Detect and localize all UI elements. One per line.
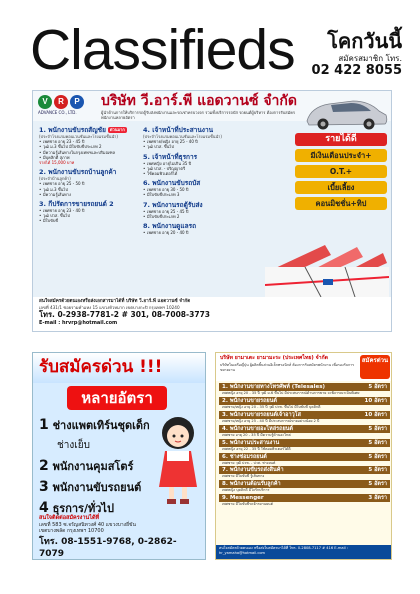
job-detail: เพศหญิง อายุ 20 - 35 ปี วุฒิ ม.6 ขึ้นไป มีประสบการณ์ด้านการขาย จะพิจารณาเป็นพิเศษ — [222, 391, 360, 395]
position-label: ช่างเย็บ — [57, 440, 90, 451]
position-item — [39, 436, 149, 456]
logo-letter-p: P — [70, 95, 84, 109]
position-item — [39, 456, 149, 477]
job-title: 6. พนักงานขับรถบัส — [143, 179, 201, 188]
job-8 — [143, 222, 253, 235]
position-label: ช่างแพตเทิร์นชุดเด็ก — [52, 419, 150, 432]
income-item: มีเงินเดือนประจำ+ — [295, 149, 387, 162]
job-requirement: • ใช้คอมพิวเตอร์ได้ — [143, 171, 253, 176]
job-1 — [39, 126, 139, 165]
job-detail: เพศชาย อายุ 20 - 35 ปี มีความรู้ด้านอะไหล่ — [222, 432, 291, 437]
apply-address: เขตบางพลัด กรุงเทพฯ 10700 — [39, 528, 104, 534]
job-requirement: • มีความรู้เส้นทาง — [39, 192, 139, 197]
logo-letter-v: V — [38, 95, 52, 109]
job-title: 3. กีปรัตการขายรถยนต์ 2 — [39, 200, 114, 209]
job-title: 4. พนักงานขายอะไหล่รถยนต์ — [222, 425, 294, 432]
vrp-job-ad — [32, 90, 392, 332]
job-count: 5 อัตรา — [368, 453, 387, 460]
job-count: 10 อัตรา — [364, 411, 387, 418]
page-header — [0, 0, 420, 90]
job-title: 5. พนักงานประสานงาน — [222, 439, 280, 446]
job-title: 4. เจ้าหน้าที่ประสานงาน — [143, 126, 214, 134]
urgent-hiring-title: รับสมัครด่วน !!! — [39, 357, 163, 377]
ad-right-contact: สนใจสมัครด้วยตนเอง หรือส่งใบสมัครมาได้ที่ โทร. 0-2808-7117 # 416 E-mail : hr_yamaha@hotmail.com — [216, 545, 392, 559]
contact-phone: โทร. 0-2938-7781-2 # 301, 08-7008-3773 — [39, 310, 211, 319]
job-count: 10 อัตรา — [364, 397, 387, 404]
income-item: คอนมิชชั่น+ทิป — [295, 197, 387, 210]
logo-letter-r: R — [54, 95, 68, 109]
job-subtitle: (ประจำบ้านลูกค้า) — [39, 176, 71, 182]
position-item — [39, 415, 149, 436]
location-map — [265, 267, 389, 297]
job-title: 6. ช่างซ่อมรถยนต์ — [222, 453, 267, 460]
job-item — [219, 383, 390, 395]
ad-top-header — [33, 91, 392, 121]
job-detail: เพศชาย/หญิง อายุ 25 - 40 ปี มีประสบการณ์ขายอย่างน้อย 2 ปี — [222, 418, 320, 423]
job-count: 5 อัตรา — [368, 384, 387, 390]
job-detail: เพศชาย วุฒิ ปวช. - ปวส. ช่างยนต์ — [222, 460, 276, 465]
job-title: 8. พนักงานดูแลรถ — [143, 222, 197, 231]
company-intro: ผู้นำด้านการให้บริการรถตู้รับส่งพนักงานและรถเช่าครบวงจร รวมทั้งบริการรถบัส รถยนต์ผู้บริหาร ต้องการรับสมัครพนักงานหลายอัตรา — [101, 110, 296, 120]
job-count: 5 อัตรา — [368, 481, 387, 488]
job-7 — [143, 201, 253, 219]
job-detail: เพศหญิง อายุ 22 - 35 ปี ใช้คอมพิวเตอร์ได้ดี — [222, 446, 291, 451]
company-name: บริษัท ยามาเตะ ยามามะระ (ประเทศไทย) จำกัด — [220, 355, 329, 361]
job-count: 5 อัตรา — [368, 467, 387, 474]
job-item — [219, 494, 390, 506]
job-title: 1. พนักงานขายทางโทรศัพท์ (Telesales) — [222, 384, 326, 390]
job-5 — [143, 153, 253, 177]
mid-job-column — [143, 123, 253, 235]
job-title: 2. พนักงานขายรถยนต์ — [222, 397, 277, 404]
garment-job-ad — [32, 352, 206, 560]
job-subtitle: (ประจำโรงแรมคอนเวนชั่นและโรงแรมชั้นนำ) — [39, 134, 118, 139]
job-note: รายได้ 15,000 บาท — [39, 160, 75, 166]
ad-right-header — [216, 353, 392, 381]
job-requirement: • เพศชาย อายุ 20 - 40 ปี — [143, 230, 253, 235]
job-count: 3 อัตรา — [368, 495, 387, 502]
job-count: 5 อัตรา — [368, 439, 387, 446]
position-label: พนักงานขับรถยนต์ — [52, 481, 142, 494]
contact-company: สนใจสมัครด้วยตนเองหรือส่งเอกสารมาได้ที่ บริษัท วี.อาร์.พี แอดวานซ์ จำกัด — [39, 299, 191, 304]
job-requirement: • มีบุคลิกดี สุภาพ — [39, 155, 139, 160]
subscribe-label: สมัครสมาชิก โทร. — [338, 54, 402, 63]
job-detail: เพศชาย มีใบขับขี่ รู้เส้นทาง — [222, 474, 265, 479]
sales-job-ad — [215, 352, 392, 560]
position-label: พนักงานคุมสโตร์ — [52, 460, 134, 473]
job-requirement: • วุฒิ ปวส. ขึ้นไป — [143, 144, 253, 149]
apply-phone: โทร. 08-1551-9768, 0-2862-7079 — [39, 537, 177, 559]
job-item — [219, 439, 390, 451]
job-detail: เพศชาย/หญิง อายุ 20 - 35 ปี วุฒิ ปวช. ขึ้นไป มีใบขับขี่ บุคลิกดี — [222, 404, 321, 409]
income-item: O.T.+ — [295, 165, 387, 178]
brand-name: โคกวันนี้ — [327, 29, 402, 53]
job-subtitle: (ประจำโรงแรมคอนเวนชั่นและโรงแรมชั้นนำ) — [143, 134, 222, 139]
urgent-badge: สมัครด่วน — [360, 355, 390, 379]
job-title: 8. พนักงานต้อนรับลูกค้า — [222, 481, 281, 488]
subscribe-phone: 02 422 8055 — [311, 63, 402, 78]
job-item — [219, 453, 390, 465]
job-list — [219, 383, 390, 508]
job-count: 5 อัตรา — [368, 425, 387, 432]
job-title: 5. เจ้าหน้าที่ธุรการ — [143, 152, 198, 161]
job-requirement: • เพศชาย อายุ 25 - 45 ปี — [143, 209, 253, 214]
job-requirement: • วุฒิ ม.3 ขึ้นไป — [39, 187, 139, 192]
job-title: 7. พนักงานขับรถส่งสินค้า — [222, 467, 284, 474]
many-positions-badge: หลายอัตรา — [67, 386, 167, 410]
income-item: เบี้ยเลี้ยง — [295, 181, 387, 194]
position-item — [39, 477, 149, 498]
position-number: 1 — [39, 417, 49, 433]
job-title: 2. พนักงานขับรถบ้านลูกค้า — [39, 168, 117, 177]
apply-contact — [39, 515, 201, 560]
income-box — [295, 133, 387, 225]
income-title: รายได้ดี — [295, 133, 387, 146]
logo-subtitle: ADVANCE CO., LTD. — [38, 110, 77, 115]
job-requirement: • เพศหญิง อายุไม่เกิน 35 ปี — [143, 161, 253, 166]
position-number: 4 — [39, 500, 49, 516]
job-item — [219, 411, 390, 423]
position-label: ธุรการ/ทั่วไป — [52, 502, 114, 515]
job-detail: เพศหญิง บุคลิกดี มีใจรักบริการ — [222, 488, 270, 493]
job-title: 7. พนักงานรถตู้รับส่ง — [143, 200, 203, 209]
job-title: 3. พนักงานขายรถยนต์เจ้าอาวุโส — [222, 411, 301, 418]
job-requirement: • เพศชาย อายุ 30 - 50 ปี — [143, 187, 253, 192]
company-name: บริษัท วี.อาร์.พี แอดวานซ์ จำกัด — [101, 93, 297, 109]
contact-address: เลขที่ 431/1 ซอยรามคำแหง 15 แขวงหัวหมาก เขตบางกะปิ กรุงเทพฯ 10240 — [39, 305, 180, 310]
job-requirement: • เพศชาย อายุ 25 - 50 ปี — [39, 181, 139, 186]
job-2 — [39, 168, 139, 197]
urgent-banner — [33, 353, 206, 383]
job-title: 1. พนักงานขับรถสัญชัย — [39, 126, 106, 134]
job-requirement: • วุฒิ ปวส. ขึ้นไป — [39, 213, 139, 218]
car-image — [303, 93, 389, 133]
job-requirement: • มีความรู้เส้นทางในกรุงเทพฯและปริมณฑล — [39, 150, 139, 155]
job-6 — [143, 179, 253, 197]
contact-email: E-mail : hrvrp@hotmail.com — [39, 320, 118, 326]
job-item — [219, 466, 390, 478]
job-requirement: • เพศชาย อายุ 23 - 40 ปี — [39, 208, 139, 213]
job-requirement: • วุฒิ ปวส. - ปริญญาตรี — [143, 166, 253, 171]
job-item — [219, 425, 390, 437]
job-detail: เพศชาย มีใบขับขี่รถจักรยานยนต์ — [222, 502, 273, 507]
job-requirement: • เพศชาย/หญิง อายุ 25 - 40 ปี — [143, 139, 253, 144]
job-item — [219, 397, 390, 409]
position-number: 3 — [39, 479, 49, 495]
cartoon-girl-illustration — [153, 411, 203, 507]
newspaper-brand — [312, 30, 402, 78]
job-requirement: • วุฒิ ม.3 ขึ้นไป มีใบขับขี่ประเภท 2 — [39, 144, 139, 149]
job-title: 9. Messenger — [222, 495, 264, 502]
job-requirement: • มีใบขับขี่ — [39, 218, 139, 223]
urgent-badge: ด่วนมาก — [109, 127, 125, 132]
job-3 — [39, 200, 139, 224]
vrp-logo — [38, 95, 84, 115]
job-requirement: • มีใบขับขี่ประเภท 2 — [143, 214, 253, 219]
job-item — [219, 480, 390, 492]
job-4 — [143, 126, 253, 150]
apply-address: เลขที่ 583 ซ.จรัญสนิทวงศ์ 40 แขวงบางยี่ขัน — [39, 522, 136, 528]
masthead-title: Classifieds — [30, 18, 295, 82]
company-description: บริษัทในเครือญี่ปุ่น ผู้ผลิตชิ้นส่วนอิเล็กทรอนิกส์ ต้องการรับสมัครพนักงาน เพื่อรองรับการขยายงาน — [220, 363, 355, 372]
job-requirement: • เพศชาย อายุ 23 - 45 ปี — [39, 139, 139, 144]
job-requirement: • มีใบขับขี่ประเภท 3 — [143, 192, 253, 197]
position-list — [39, 415, 149, 519]
apply-heading: สนใจติดต่อสมัครงานได้ที่ — [39, 515, 100, 521]
position-number: 2 — [39, 458, 49, 474]
left-job-column — [39, 123, 139, 224]
ad-top-contact — [33, 297, 392, 332]
